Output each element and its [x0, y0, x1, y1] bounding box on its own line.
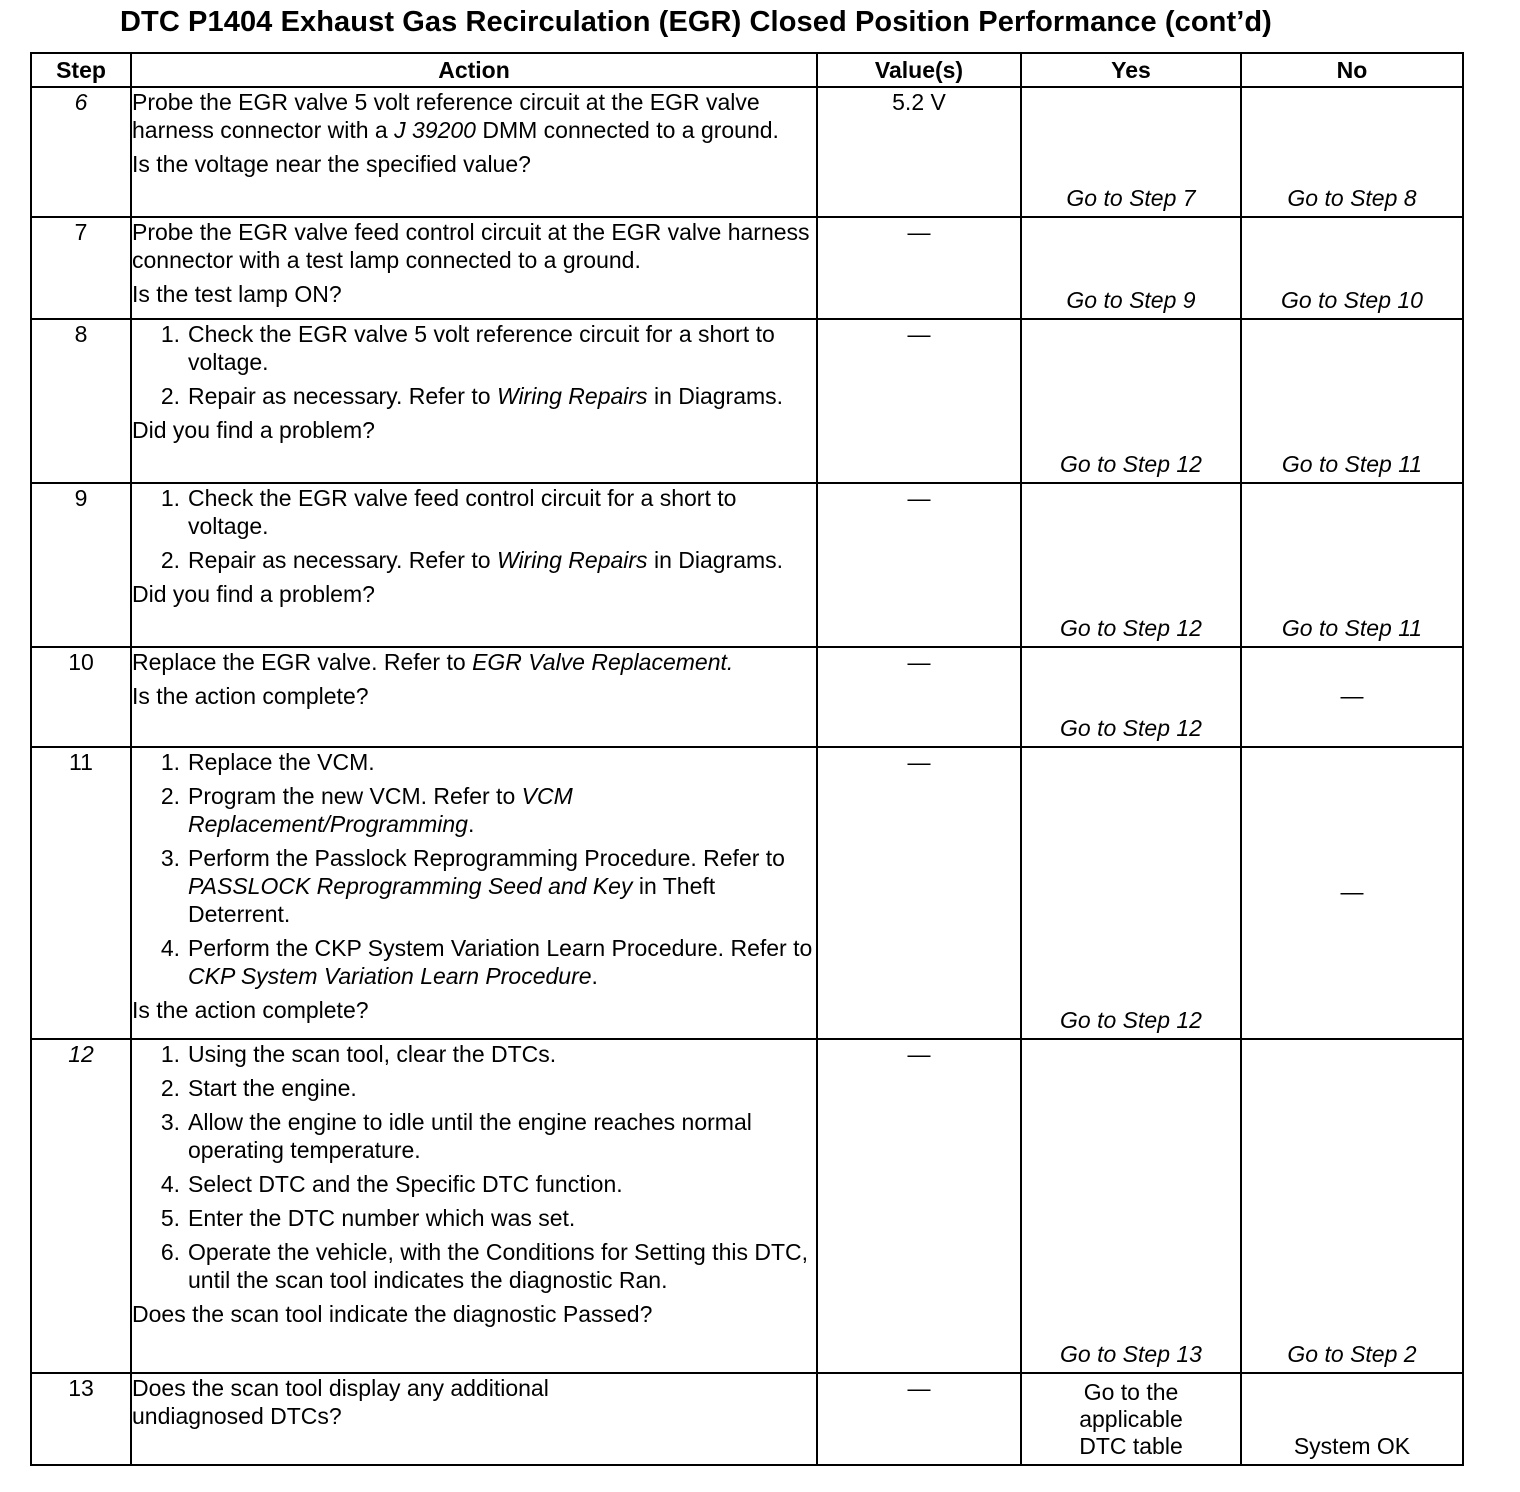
header-action: Action	[131, 53, 817, 87]
step-number: 6	[31, 87, 131, 217]
yes-goto: Go to Step 12	[1060, 615, 1202, 641]
no-goto: Go to Step 11	[1281, 615, 1423, 641]
no-result: System OK	[1293, 1433, 1411, 1459]
value-cell: —	[817, 647, 1021, 747]
table-row	[31, 1039, 1463, 1373]
yes-cell	[1021, 1373, 1241, 1465]
no-dash: —	[1340, 878, 1364, 905]
table-row	[31, 319, 1463, 483]
action-cell	[131, 217, 817, 319]
action-step-item: 3. Perform the Passlock Reprogramming Procedure. Refer to PASSLOCK Reprogramming Seed and Key in Theft Deterrent.	[160, 845, 785, 927]
table-row	[31, 647, 1463, 747]
action-step-item: 1. Check the EGR valve feed control circuit for a short to voltage.	[160, 485, 737, 539]
table-row	[31, 87, 1463, 217]
action-text: Replace the EGR valve. Refer to EGR Valve Replacement.	[132, 649, 734, 675]
diagnostic-table	[30, 52, 1464, 1466]
yes-result: Go to the applicable DTC table	[1079, 1379, 1183, 1459]
no-cell	[1241, 647, 1463, 747]
no-goto: Go to Step 2	[1287, 1341, 1417, 1367]
table-row	[31, 217, 1463, 319]
action-steps	[132, 484, 816, 574]
step-number: 11	[31, 747, 131, 1039]
value-cell: —	[817, 747, 1021, 1039]
yes-goto: Go to Step 12	[1060, 451, 1202, 477]
yes-goto: Go to Step 9	[1066, 287, 1196, 313]
yes-goto: Go to Step 12	[1060, 1007, 1202, 1033]
value-cell: —	[817, 319, 1021, 483]
yes-cell	[1021, 483, 1241, 647]
table-row	[31, 483, 1463, 647]
step-number: 13	[31, 1373, 131, 1465]
action-cell	[131, 1039, 817, 1373]
action-cell	[131, 483, 817, 647]
action-steps	[132, 748, 816, 990]
yes-cell	[1021, 647, 1241, 747]
yes-goto: Go to Step 13	[1060, 1341, 1202, 1367]
step-number: 12	[31, 1039, 131, 1373]
yes-cell	[1021, 217, 1241, 319]
action-question: Is the action complete?	[132, 683, 369, 709]
action-step-item: 2. Start the engine.	[160, 1075, 357, 1101]
no-goto: Go to Step 8	[1287, 185, 1417, 211]
action-question: Does the scan tool indicate the diagnostic Passed?	[132, 1301, 653, 1327]
action-cell	[131, 1373, 817, 1465]
action-step-item: 6. Operate the vehicle, with the Conditions for Setting this DTC, until the scan tool indicates the diagnostic Ran.	[160, 1239, 809, 1293]
action-step-item: 5. Enter the DTC number which was set.	[160, 1205, 576, 1231]
no-cell	[1241, 747, 1463, 1039]
no-cell	[1241, 319, 1463, 483]
action-text: Probe the EGR valve feed control circuit at the EGR valve harness connector with a test lamp connected to a ground.	[132, 219, 810, 273]
value-cell: —	[817, 483, 1021, 647]
table-row	[31, 747, 1463, 1039]
action-step-item: 2. Repair as necessary. Refer to Wiring Repairs in Diagrams.	[160, 547, 784, 573]
step-number: 9	[31, 483, 131, 647]
action-text: Probe the EGR valve 5 volt reference circuit at the EGR valve harness connector with a J 39200 DMM connected to a ground.	[132, 89, 779, 143]
header-step: Step	[31, 53, 131, 87]
table-row	[31, 1373, 1463, 1465]
value-cell: —	[817, 1373, 1021, 1465]
action-cell	[131, 647, 817, 747]
yes-cell	[1021, 1039, 1241, 1373]
no-dash: —	[1340, 682, 1364, 709]
action-question: Is the test lamp ON?	[132, 281, 342, 307]
no-cell	[1241, 1039, 1463, 1373]
action-step-item: 4. Perform the CKP System Variation Learn Procedure. Refer to CKP System Variation Learn Procedure.	[160, 935, 813, 989]
no-goto: Go to Step 11	[1281, 451, 1423, 477]
header-values: Value(s)	[817, 53, 1021, 87]
no-goto: Go to Step 10	[1281, 287, 1423, 313]
step-number: 10	[31, 647, 131, 747]
action-cell	[131, 747, 817, 1039]
step-number: 7	[31, 217, 131, 319]
action-question: Is the voltage near the specified value?	[132, 151, 531, 177]
action-question: Did you find a problem?	[132, 417, 375, 443]
action-step-item: 1. Check the EGR valve 5 volt reference circuit for a short to voltage.	[160, 321, 775, 375]
action-cell	[131, 87, 817, 217]
action-text: Does the scan tool display any additional undiagnosed DTCs?	[132, 1375, 549, 1429]
action-steps	[132, 1040, 816, 1294]
no-cell	[1241, 483, 1463, 647]
value-cell: —	[817, 217, 1021, 319]
yes-goto: Go to Step 7	[1066, 185, 1196, 211]
header-row	[31, 53, 1463, 87]
value-cell: 5.2 V	[817, 87, 1021, 217]
yes-cell	[1021, 747, 1241, 1039]
yes-cell	[1021, 87, 1241, 217]
header-yes: Yes	[1021, 53, 1241, 87]
action-step-item: 4. Select DTC and the Specific DTC function.	[160, 1171, 623, 1197]
action-question: Did you find a problem?	[132, 581, 375, 607]
no-cell	[1241, 217, 1463, 319]
document-title: DTC P1404 Exhaust Gas Recirculation (EGR) Closed Position Performance (cont’d)	[120, 6, 1272, 38]
step-number: 8	[31, 319, 131, 483]
action-step-item: 3. Allow the engine to idle until the engine reaches normal operating temperature.	[160, 1109, 752, 1163]
yes-goto: Go to Step 12	[1060, 715, 1202, 741]
action-question: Is the action complete?	[132, 997, 369, 1023]
action-cell	[131, 319, 817, 483]
action-step-item: 1. Using the scan tool, clear the DTCs.	[160, 1041, 557, 1067]
action-steps	[132, 320, 816, 410]
yes-cell	[1021, 319, 1241, 483]
action-step-item: 1. Replace the VCM.	[160, 749, 375, 775]
action-step-item: 2. Program the new VCM. Refer to VCM Replacement/Programming.	[160, 783, 573, 837]
header-no: No	[1241, 53, 1463, 87]
no-cell	[1241, 87, 1463, 217]
no-cell	[1241, 1373, 1463, 1465]
value-cell: —	[817, 1039, 1021, 1373]
action-step-item: 2. Repair as necessary. Refer to Wiring Repairs in Diagrams.	[160, 383, 784, 409]
